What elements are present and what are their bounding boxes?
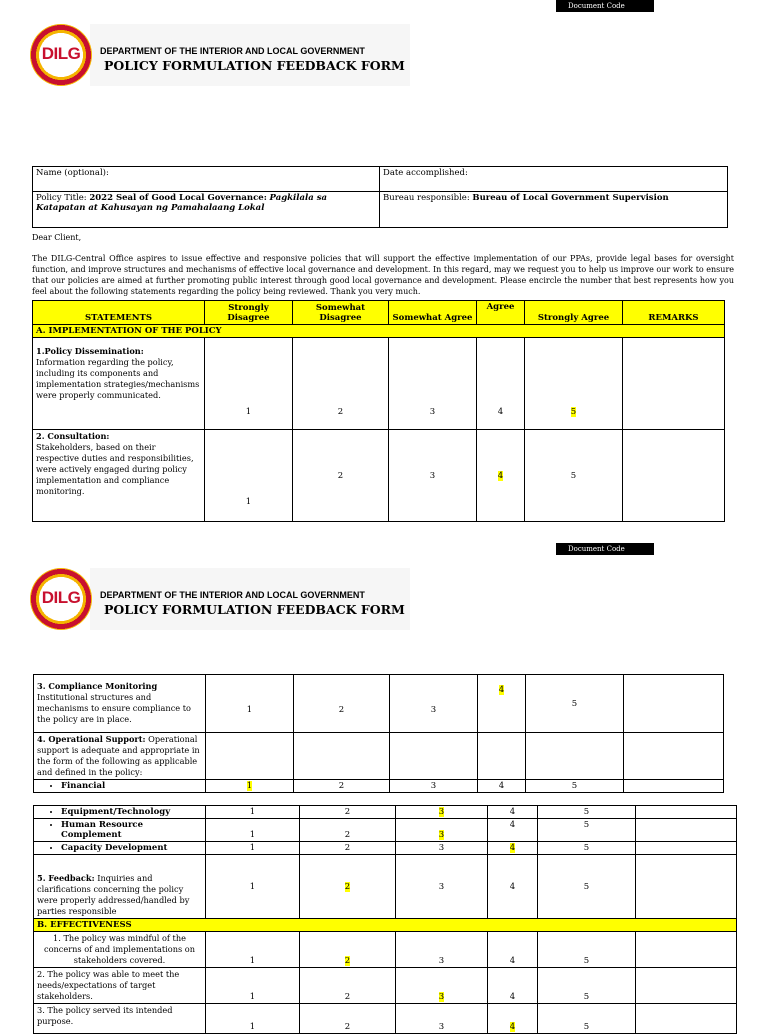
rating-option[interactable]: 4	[477, 338, 525, 430]
rating-option[interactable]: 4	[478, 780, 526, 793]
rating-option[interactable]: 3	[396, 842, 488, 855]
intro-paragraph: The DILG-Central Office aspires to issue effective and responsive policies that will support the effective implementation of our PPAs, provide legal bases for oversight function, and improve structures and mechanisms of effective local governance and development. In this regard, may we request you to help us improve our work to ensure that our policies are aimed at further promoting public interest through good local governance and development. Please encircle the number that best represents how you feel about the following statements regarding the policy being reviewed. Thank you very much.	[32, 254, 734, 296]
rating-option-selected[interactable]: 3	[396, 968, 488, 1004]
department-name: DEPARTMENT OF THE INTERIOR AND LOCAL GOVERNMENT	[100, 46, 365, 56]
rating-option[interactable]: 5	[538, 932, 636, 968]
rating-option[interactable]: 2	[300, 968, 396, 1004]
bureau-field: Bureau responsible: Bureau of Local Government Supervision	[380, 192, 728, 228]
rating-option[interactable]: 3	[390, 780, 478, 793]
rating-option[interactable]: 2	[293, 430, 389, 522]
col-statements: STATEMENTS	[33, 301, 205, 325]
rating-option[interactable]: 3	[389, 430, 477, 522]
rating-option[interactable]: 2	[300, 1004, 396, 1034]
rating-option[interactable]: 1	[206, 1004, 300, 1034]
rating-option[interactable]: 5	[538, 968, 636, 1004]
dilg-logo-icon: DILG	[30, 24, 92, 86]
rating-option-selected[interactable]: 3	[396, 806, 488, 819]
rating-option-selected[interactable]: 3	[396, 819, 488, 842]
rating-option-selected[interactable]: 2	[300, 932, 396, 968]
col-somewhat-agree: Somewhat Agree	[389, 301, 477, 325]
rating-option[interactable]: 1	[206, 819, 300, 842]
rating-option[interactable]: 1	[206, 675, 294, 733]
table-row: • Capacity Development 1 2 3 4 5	[34, 842, 737, 855]
remarks-cell[interactable]	[636, 806, 737, 819]
dilg-logo-icon: DILG	[30, 568, 92, 630]
document-code: Document Code	[556, 0, 654, 12]
rating-option[interactable]: 3	[396, 855, 488, 919]
rating-option[interactable]: 1	[205, 430, 293, 522]
rating-option[interactable]: 2	[294, 675, 390, 733]
table-row: 1.Policy Dissemination: Information regarding the policy, including its components and implementation strategies/mechanisms were properly communicated. 1 2 3 4 5	[33, 338, 725, 430]
rating-option[interactable]: 5	[538, 806, 636, 819]
form-title: POLICY FORMULATION FEEDBACK FORM	[104, 58, 405, 73]
rating-option[interactable]: 4	[488, 806, 538, 819]
table-row: 4. Operational Support: Operational support is adequate and appropriate in the form of the following as applicable and defined in the policy:	[34, 733, 724, 780]
rating-option[interactable]: 5	[538, 1004, 636, 1034]
rating-option[interactable]: 5	[526, 675, 624, 733]
remarks-cell[interactable]	[623, 430, 725, 522]
rating-option[interactable]: 5	[526, 780, 624, 793]
rating-option[interactable]: 2	[300, 806, 396, 819]
feedback-table-1	[32, 300, 725, 522]
header	[30, 568, 410, 628]
rating-option[interactable]: 4	[488, 968, 538, 1004]
remarks-cell[interactable]	[636, 1004, 737, 1034]
document-code: Document Code	[556, 543, 654, 555]
table-row: 1. The policy was mindful of the concerns of and implementations on stakeholders covered. 1 2 3 4 5	[34, 932, 737, 968]
remarks-cell[interactable]	[636, 842, 737, 855]
form-title: POLICY FORMULATION FEEDBACK FORM	[104, 602, 405, 617]
rating-option-selected[interactable]: 5	[525, 338, 623, 430]
rating-option-selected[interactable]: 2	[300, 855, 396, 919]
rating-option[interactable]: 2	[294, 780, 390, 793]
rating-option[interactable]: 3	[396, 932, 488, 968]
rating-option[interactable]: 4	[488, 932, 538, 968]
remarks-cell[interactable]	[636, 932, 737, 968]
rating-option[interactable]: 5	[538, 842, 636, 855]
greeting: Dear Client,	[32, 233, 82, 242]
feedback-table-2	[33, 674, 724, 793]
remarks-cell[interactable]	[636, 855, 737, 919]
table-row: • Human Resource Complement 1 2 3 4 5	[34, 819, 737, 842]
remarks-cell[interactable]	[636, 819, 737, 842]
rating-option[interactable]: 4	[488, 819, 538, 842]
feedback-table-3	[33, 805, 737, 1034]
col-somewhat-disagree: Somewhat Disagree	[293, 301, 389, 325]
rating-option[interactable]: 2	[293, 338, 389, 430]
rating-option[interactable]: 1	[205, 338, 293, 430]
table-row: 2. The policy was able to meet the needs/expectations of target stakeholders. 1 2 3 4 5	[34, 968, 737, 1004]
rating-option[interactable]: 1	[206, 842, 300, 855]
col-remarks: REMARKS	[623, 301, 725, 325]
rating-option[interactable]: 5	[525, 430, 623, 522]
section-b-heading: B. EFFECTIVENESS	[34, 919, 737, 932]
table-row: • Financial 1 2 3 4 5	[34, 780, 724, 793]
rating-option[interactable]: 1	[206, 806, 300, 819]
policy-title-field: Policy Title: 2022 Seal of Good Local Governance: Pagkilala sa Katapatan at Kahusayan ng Pamahalaang Lokal	[33, 192, 380, 228]
rating-option[interactable]: 5	[538, 855, 636, 919]
date-field[interactable]: Date accomplished:	[380, 167, 728, 192]
remarks-cell[interactable]	[624, 675, 724, 733]
remarks-cell[interactable]	[636, 968, 737, 1004]
col-agree: Agree	[477, 301, 525, 325]
table-row: 3. Compliance Monitoring Institutional structures and mechanisms to ensure compliance to the policy are in place. 1 2 3 4 5	[34, 675, 724, 733]
info-table	[32, 166, 728, 228]
remarks-cell[interactable]	[624, 780, 724, 793]
department-name: DEPARTMENT OF THE INTERIOR AND LOCAL GOVERNMENT	[100, 590, 365, 600]
rating-option[interactable]: 1	[206, 855, 300, 919]
rating-option[interactable]: 4	[488, 855, 538, 919]
remarks-cell[interactable]	[623, 338, 725, 430]
rating-option[interactable]: 3	[396, 1004, 488, 1034]
rating-option[interactable]: 3	[389, 338, 477, 430]
col-strongly-agree: Strongly Agree	[525, 301, 623, 325]
section-a-heading: A. IMPLEMENTATION OF THE POLICY	[33, 325, 725, 338]
rating-option[interactable]: 1	[206, 968, 300, 1004]
rating-option[interactable]: 1	[206, 932, 300, 968]
rating-option[interactable]: 2	[300, 819, 396, 842]
header	[30, 24, 410, 84]
table-row: 2. Consultation: Stakeholders, based on their respective duties and responsibilities, were actively engaged during policy implementation and compliance monitoring. 1 2 3 4 5	[33, 430, 725, 522]
rating-option-selected[interactable]: 1	[206, 780, 294, 793]
rating-option-selected[interactable]: 4	[488, 1004, 538, 1034]
rating-option[interactable]: 2	[300, 842, 396, 855]
rating-option[interactable]: 5	[538, 819, 636, 842]
rating-option-selected[interactable]: 4	[478, 675, 526, 733]
table-row: 3. The policy served its intended purpose. 1 2 3 4 5	[34, 1004, 737, 1034]
col-strongly-disagree: Strongly Disagree	[205, 301, 293, 325]
rating-option[interactable]: 3	[390, 675, 478, 733]
rating-option-selected[interactable]: 4	[477, 430, 525, 522]
table-row: • Equipment/Technology 1 2 3 4 5	[34, 806, 737, 819]
table-row: 5. Feedback: Inquiries and clarifications concerning the policy were properly addressed/handled by parties responsible 1 2 3 4 5	[34, 855, 737, 919]
rating-option-selected[interactable]: 4	[488, 842, 538, 855]
name-field[interactable]: Name (optional):	[33, 167, 380, 192]
